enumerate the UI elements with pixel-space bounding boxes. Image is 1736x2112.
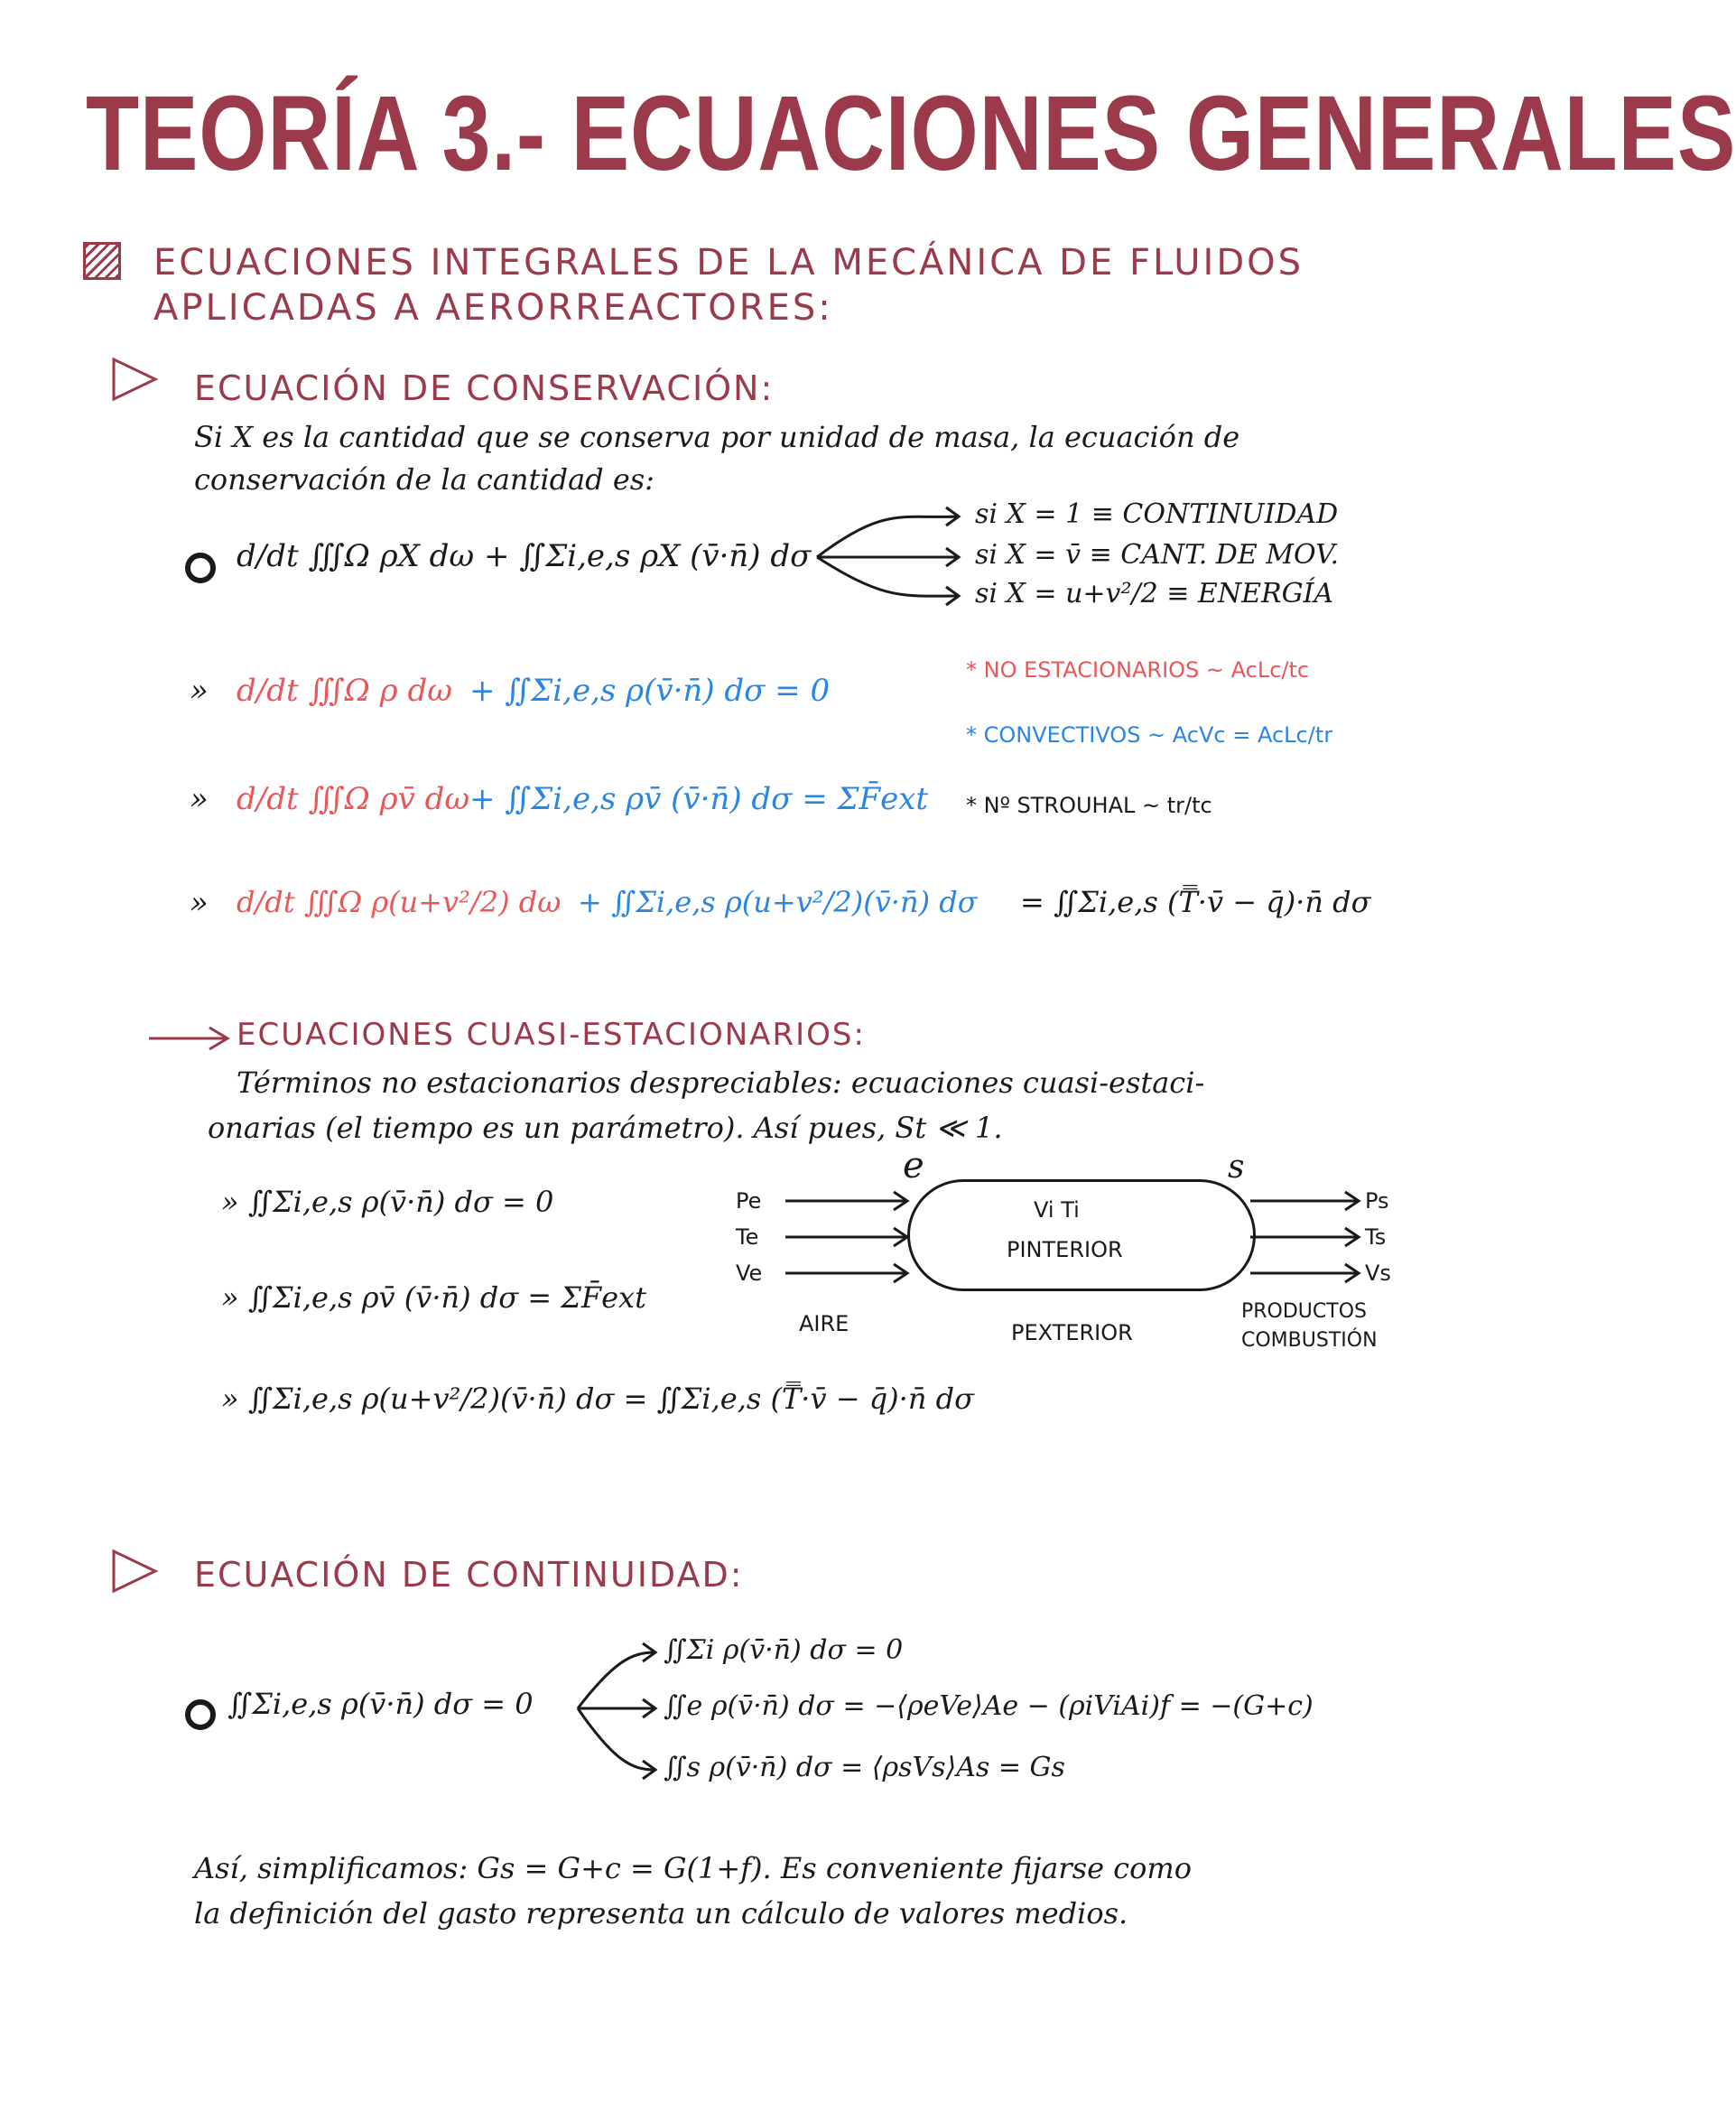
eq-energia-no-estacionario: d/dt ∭Ω ρ(u+v²/2) dω — [237, 885, 562, 919]
cuasi-text-1: Términos no estacionarios despreciables: ecuaciones cuasi-estaci- — [237, 1065, 1205, 1100]
filled-bullet-icon — [185, 1699, 216, 1730]
diagram-output-ps: Ps — [1365, 1188, 1389, 1214]
diagram-label-s: s — [1228, 1149, 1245, 1186]
eq-momento-convectivo: + ∬Σi,e,s ρv̄ (v̄·n̄) dσ = ΣF̄ext — [469, 781, 929, 817]
continuidad-text-1: Así, simplificamos: Gs = G+c = G(1+f). Es conveniente fijarse como — [194, 1851, 1192, 1885]
branch-arrow — [817, 557, 957, 596]
diagram-pexterior: PEXTERIOR — [1011, 1320, 1133, 1345]
continuidad-text-2: la definición del gasto representa un cálculo de valores medios. — [194, 1896, 1128, 1931]
cuasi-eq-1: » ∬Σi,e,s ρ(v̄·n̄) dσ = 0 — [221, 1185, 554, 1219]
conservacion-heading: ECUACIÓN DE CONSERVACIÓN: — [194, 368, 775, 408]
filled-bullet-icon — [185, 553, 216, 583]
engine-control-volume — [907, 1179, 1256, 1291]
continuidad-branch-interior: ∬Σi ρ(v̄·n̄) dσ = 0 — [664, 1634, 904, 1666]
diagram-input-ve: Ve — [736, 1261, 763, 1286]
eq-energia-rhs: = ∬Σi,e,s (T̿·v̄ − q̄)·n̄ dσ — [1020, 885, 1371, 919]
page-title: TEORÍA 3.- ECUACIONES GENERALES — [86, 74, 1736, 193]
diagram-aire: AIRE — [799, 1311, 849, 1336]
section-heading-line1: ECUACIONES INTEGRALES DE LA MECÁNICA DE FLUIDOS — [153, 242, 1304, 284]
diagram-combustion: COMBUSTIÓN — [1241, 1329, 1378, 1352]
marker: » — [190, 885, 209, 921]
continuidad-main-eq: ∬Σi,e,s ρ(v̄·n̄) dσ = 0 — [227, 1687, 534, 1721]
triangle-bullet-icon — [114, 359, 155, 399]
triangle-bullet-icon — [114, 1551, 155, 1591]
note-no-estacionarios: * NO ESTACIONARIOS ~ AcLc/tc — [966, 657, 1310, 683]
diagram-inside-pinterior: PINTERIOR — [1007, 1237, 1123, 1262]
case-continuidad: si X = 1 ≡ CONTINUIDAD — [975, 498, 1339, 530]
conservacion-intro-2: conservación de la cantidad es: — [194, 462, 654, 497]
continuidad-branch-entrada: ∬e ρ(v̄·n̄) dσ = −⟨ρeVe⟩Ae − (ρiViAi)f = −(G+c) — [664, 1690, 1314, 1722]
diagram-label-e: e — [903, 1145, 924, 1186]
diagram-output-ts: Ts — [1365, 1224, 1387, 1250]
diagram-input-pe: Pe — [736, 1188, 762, 1214]
case-energia: si X = u+v²/2 ≡ ENERGÍA — [975, 578, 1334, 609]
eq-continuidad-convectivo: + ∬Σi,e,s ρ(v̄·n̄) dσ = 0 — [469, 673, 831, 709]
note-convectivos: * CONVECTIVOS ~ AcVc = AcLc/tr — [966, 722, 1333, 748]
cuasi-eq-2: » ∬Σi,e,s ρv̄ (v̄·n̄) dσ = ΣF̄ext — [221, 1280, 646, 1315]
marker: » — [190, 673, 209, 709]
continuidad-heading: ECUACIÓN DE CONTINUIDAD: — [194, 1555, 744, 1595]
diagram-output-vs: Vs — [1365, 1261, 1391, 1286]
marker: » — [190, 781, 209, 817]
cuasi-eq-3: » ∬Σi,e,s ρ(u+v²/2)(v̄·n̄) dσ = ∬Σi,e,s (T̿·v̄ − q̄)·n̄ dσ — [221, 1382, 974, 1416]
general-conservation-equation: d/dt ∭Ω ρX dω + ∬Σi,e,s ρX (v̄·n̄) dσ — [237, 538, 812, 574]
diagram-inside-vi-ti: Vi Ti — [1034, 1197, 1080, 1223]
eq-momento-no-estacionario: d/dt ∭Ω ρv̄ dω — [237, 781, 470, 817]
eq-energia-convectivo: + ∬Σi,e,s ρ(u+v²/2)(v̄·n̄) dσ — [578, 885, 978, 919]
diagram-productos: PRODUCTOS — [1241, 1300, 1367, 1323]
cuasi-text-2: onarias (el tiempo es un parámetro). Así pues, St ≪ 1. — [208, 1111, 1003, 1145]
cuasi-heading: ECUACIONES CUASI-ESTACIONARIOS: — [237, 1017, 866, 1053]
case-cantidad-movimiento: si X = v̄ ≡ CANT. DE MOV. — [975, 539, 1340, 571]
continuidad-branch-salida: ∬s ρ(v̄·n̄) dσ = ⟨ρsVs⟩As = Gs — [664, 1752, 1065, 1783]
diagram-input-te: Te — [736, 1224, 759, 1250]
cuasi-arrow-icon — [149, 1028, 227, 1049]
eq-continuidad-no-estacionario: d/dt ∭Ω ρ dω — [237, 673, 452, 709]
conservacion-intro-1: Si X es la cantidad que se conserva por unidad de masa, la ecuación de — [194, 420, 1240, 454]
branch-arrow — [817, 516, 957, 557]
note-strouhal: * Nº STROUHAL ~ tr/tc — [966, 793, 1212, 818]
section-heading-line2: APLICADAS A AERORREACTORES: — [153, 287, 833, 329]
